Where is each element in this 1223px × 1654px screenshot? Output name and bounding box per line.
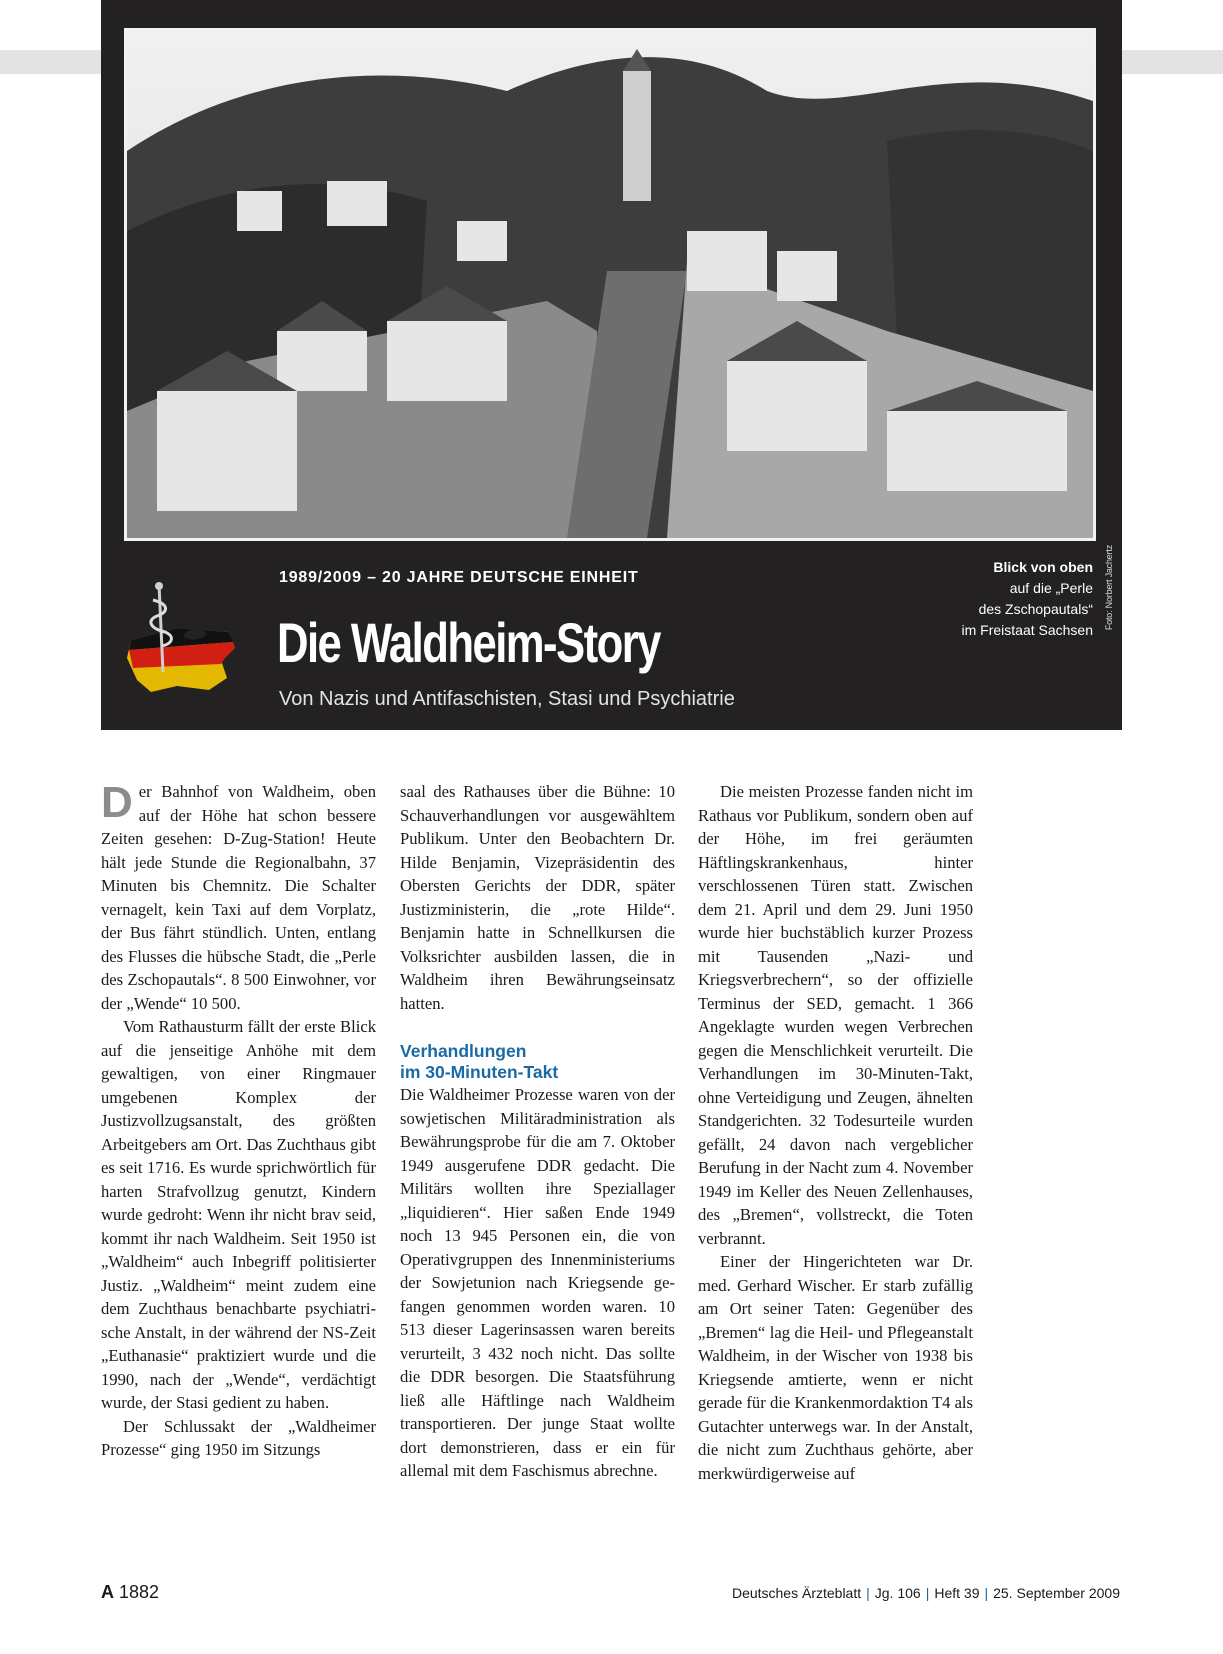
photo-caption — [921, 557, 1093, 641]
photo-illustration — [127, 31, 1093, 538]
article-column-3 — [698, 780, 973, 1485]
subheading-line: im 30-Minuten-Takt — [400, 1062, 559, 1082]
journal-issue: Heft 39 — [934, 1585, 980, 1601]
article-header — [101, 0, 1122, 730]
subheading-line: Verhandlungen — [400, 1041, 527, 1061]
paragraph — [101, 780, 376, 1015]
caption-line: des Zschopautals“ — [978, 601, 1093, 617]
paragraph: Die meisten Prozesse fanden nicht im Rathaus vor Publikum, sondern oben auf der Höhe, im frei geräumten Häftlingskrankenhaus, hinter verschlossenen Türen statt. Zwischen dem 21. April und dem 29. Juni 1950 wurde hier buchstäblich kurzer Prozess mit Tausenden „Nazi- und Kriegsverbrechern“, so der offizielle Terminus der SED, gemacht. 1 366 Angeklagte wurden wegen Verbrechen gegen die Menschlichkeit verurteilt. Die Verhandlungen im 30-Minuten-Takt, ohne Verteidigung und Zeugen, ähnelten Standgerichten. 32 Todesurteile wurden gefällt, 24 davon nach vergeblicher Berufung in der Nacht zum 4. November 1949 im Keller des Neuen Zellenhauses, des „Bremen“, vollstreckt, die Toten verbrannt. — [698, 782, 973, 1248]
right-margin-band — [1122, 50, 1223, 74]
article-column-2 — [400, 780, 675, 1483]
section-subheading — [400, 1041, 675, 1083]
paragraph: saal des Rathauses über die Bühne: 10 Schauverhandlungen vor ausgewähltem Publikum. Unter den Beobachtern Dr. Hilde Benjamin, Vizepräsidentin des Obersten Gerichts der DDR, später Justizministerin, die „rote Hilde“. Benjamin hatte in Schnellkursen die Volksrichter ausbilden lassen, die in Waldheim ihren Bewährungseinsatz hatten. — [400, 782, 675, 1013]
photo-credit: Foto: Norbert Jachertz — [1104, 545, 1114, 631]
paragraph: Die Waldheimer Prozesse waren von der sowjetischen Militäradministration als Bewährungsprobe für die am 7. Oktober 1949 ausgerufene DDR gedacht. Die Militärs wollten ihre Speziallager „liquidieren“. Hier saßen Ende 1949 noch 13 945 Personen ein, die von Operativgruppen des Innenministeriums der Sowjetunion nach Kriegsende gefangen genommen worden waren. 10 513 dieser Lagerinsassen waren bereits verurteilt, 3 432 noch nicht. Das sollte die DDR besorgen. Die Staatsführung ließ alle Häftlinge nach Waldheim transportieren. Der junge Staat wollte dort demonstrieren, dass er ein für allemal mit dem Faschismus abrechne. — [400, 1085, 675, 1480]
paragraph-text: er Bahnhof von Waldheim, oben auf der Höhe hat schon bessere Zeiten gesehen: D-Zug-Station! Heute hält jede Stunde die Regionalbahn, 37 Minuten bis Chemnitz. Die Schalter vernagelt, kein Taxi auf dem Vorplatz, der Bus fährt stündlich. Unten, entlang des Flusses die hübsche Stadt, die „Perle des Zschopautals“. 8 500 Einwohner, vor der „Wende“ 10 500. — [101, 782, 376, 1013]
caption-line: im Freistaat Sachsen — [961, 622, 1093, 638]
separator: | — [866, 1585, 870, 1601]
german-unity-logo — [117, 580, 245, 708]
town-aerial-photo — [124, 28, 1096, 541]
article-headline: Die Waldheim-Story — [277, 611, 660, 674]
paragraph: Vom Rathausturm fällt der erste Blick auf die jenseitige Anhöhe mit dem gewaltigen, von einer Ringmauer umgebenen Komplex der Justizvollzugsanstalt, des größten Arbeitgebers am Ort. Das Zuchthaus gibt es seit 1716. Es wurde sprichwörtlich für harten Strafvollzug genutzt, Kindern wurde gedroht: Wenn ihr nicht brav seid, kommt ihr nach Waldheim. Seit 1950 ist „Waldheim“ auch Inbegriff politisierter Justiz. „Waldheim“ meint zudem eine dem Zuchthaus benachbarte psychiatrische Anstalt, in der während der NS-Zeit „Euthanasie“ praktiziert wurde und die 1990, nach der „Wende“, verdächtigt wurde, der Stasi gedient zu haben. — [101, 1017, 376, 1412]
left-margin-band — [0, 50, 101, 74]
caption-bold: Blick von oben — [993, 559, 1093, 575]
journal-volume: Jg. 106 — [874, 1585, 921, 1601]
article-subtitle: Von Nazis und Antifaschisten, Stasi und Psychiatrie — [279, 688, 735, 710]
journal-name: Deutsches Ärzteblatt — [731, 1585, 862, 1601]
paragraph: Einer der Hingerichteten war Dr. med. Gerhard Wischer. Er starb zufällig am Ort seiner Taten: Gegenüber des „Bremen“ lag die Heil- und Pflegeanstalt Waldheim, in der Wischer von 1938 bis Kriegsende amtierte, wenn er nicht gerade für die Krankenmordaktion T4 als Gutachter unterwegs war. In der Anstalt, die nicht zum Zuchthaus gehörte, aber merkwürdigerweise auf — [698, 1252, 973, 1483]
section-kicker: 1989/2009 – 20 JAHRE DEUTSCHE EINHEIT — [279, 569, 639, 586]
page-number-value: 1882 — [119, 1582, 160, 1602]
page-number — [101, 1582, 159, 1603]
journal-footer — [732, 1585, 1120, 1601]
page-prefix: A — [101, 1582, 114, 1602]
journal-date: 25. September 2009 — [993, 1585, 1120, 1601]
drop-cap: D — [101, 778, 133, 827]
article-column-1 — [101, 780, 376, 1462]
separator: | — [984, 1585, 989, 1601]
caption-line: auf die „Perle — [1009, 580, 1093, 596]
separator: | — [925, 1585, 930, 1601]
paragraph: Der Schlussakt der „Waldheimer Prozesse“ ging 1950 im Sitzungs — [101, 1416, 376, 1459]
